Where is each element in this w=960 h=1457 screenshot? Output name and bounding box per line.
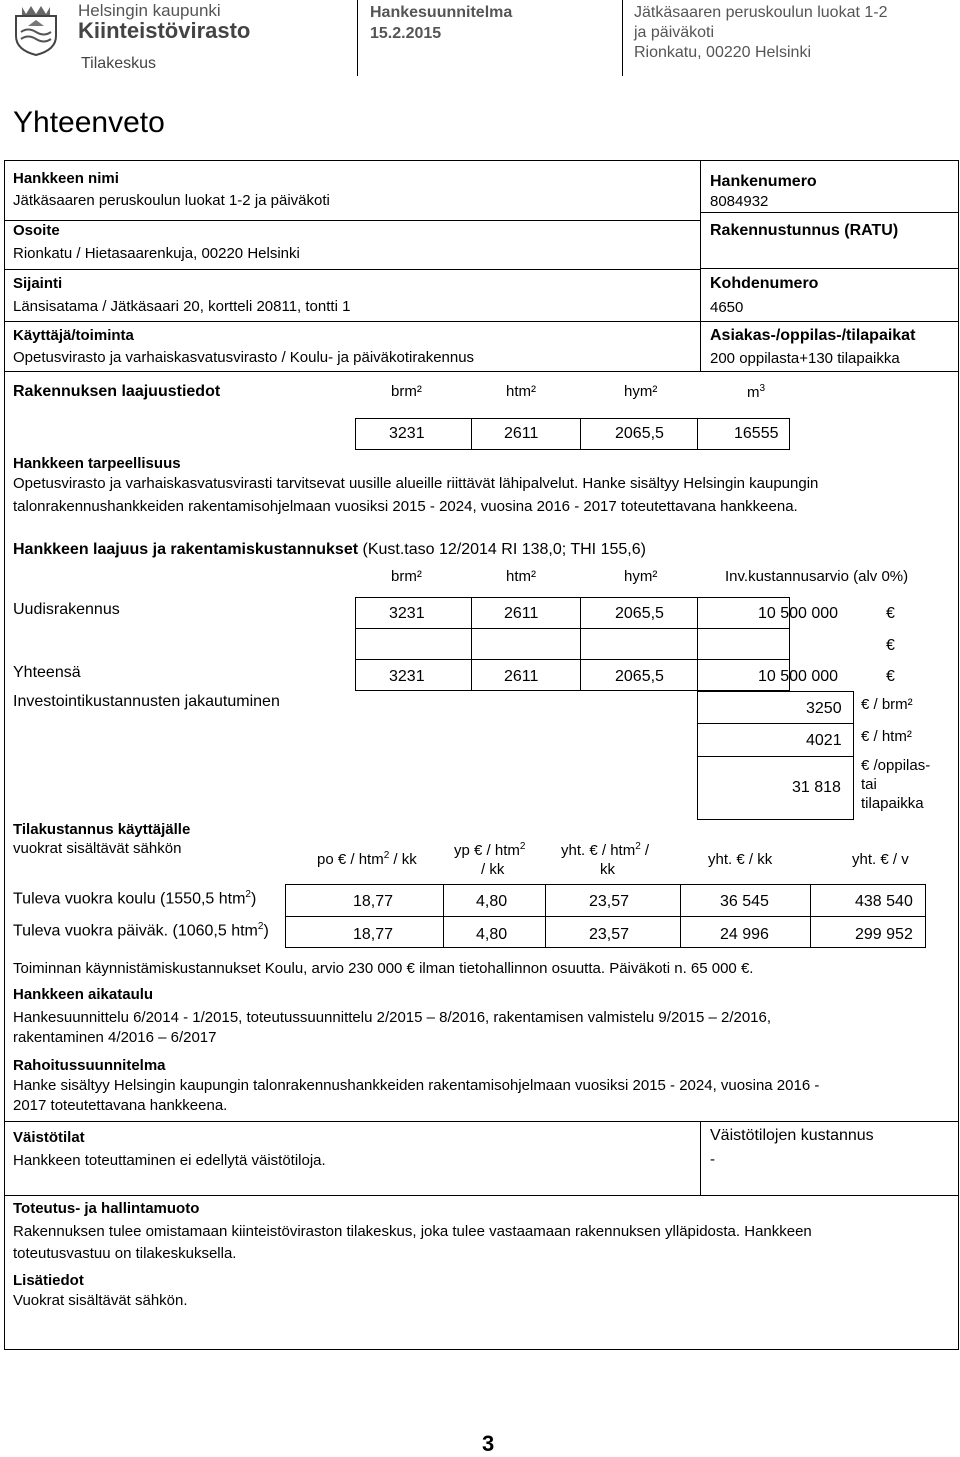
funding-label: Rahoitussuunnitelma xyxy=(13,1057,166,1074)
size-value-brm: 3231 xyxy=(389,425,425,442)
size-value-htm: 2611 xyxy=(504,425,539,442)
project-line3: Rionkatu, 00220 Helsinki xyxy=(634,44,811,61)
rent-row-daycare-end: ) xyxy=(263,922,269,940)
costs-row-rule-2 xyxy=(355,659,790,660)
funding-line1: Hanke sisältyy Helsingin kaupungin talonrakennushankkeiden rakentamisohjelmaan vuosiksi 2015 - 2024, vuosina 2016 - xyxy=(13,1077,820,1094)
costs-label: Hankkeen laajuus ja rakentamiskustannukset xyxy=(13,541,359,558)
dist-unit-place-1: € /oppilas- xyxy=(861,757,931,774)
rent-school-yp: 4,80 xyxy=(476,893,508,910)
project-number-label: Hankenumero xyxy=(710,173,817,190)
doc-date: 15.2.2015 xyxy=(370,25,442,42)
places-value: 200 oppilasta+130 tilapaikka xyxy=(710,350,900,367)
new-building-label: Uudisrakennus xyxy=(13,601,120,618)
costs-col-divider-3 xyxy=(697,597,698,691)
costs-col-inv: Inv.kustannusarvio (alv 0%) xyxy=(725,568,909,585)
doc-type: Hankesuunnitelma xyxy=(370,4,513,21)
info-rule-2 xyxy=(4,269,701,270)
total-brm: 3231 xyxy=(389,668,425,685)
size-unit-hym: hym² xyxy=(624,383,658,400)
temp-cost-label: Väistötilojen kustannus xyxy=(710,1127,874,1144)
rent-header-po xyxy=(317,850,417,868)
rent-header-year: yht. € / v xyxy=(852,851,909,868)
distribution-rule-2 xyxy=(697,756,854,757)
rent-header-yht-1 xyxy=(561,841,649,859)
rent-header-yp-1 xyxy=(454,841,525,859)
rent-label: Tilakustannus käyttäjälle xyxy=(13,821,191,838)
info-right-rule-1 xyxy=(700,212,959,213)
new-hym: 2065,5 xyxy=(615,605,664,622)
project-line1: Jätkäsaaren peruskoulun luokat 1-2 xyxy=(634,4,888,21)
places-label: Asiakas-/oppilas-/tilapaikat xyxy=(710,327,916,344)
need-line1: Opetusvirasto ja varhaiskasvatusvirasti tarvitsevat uusille alueille riittävät lähipalvelut. Hanke sisältyy Helsingin kaupungin xyxy=(13,475,819,492)
dist-unit-place-2: tai xyxy=(861,776,877,793)
rent-header-yht-suffix: / xyxy=(640,842,650,859)
rent-row-school-sup: 2 xyxy=(245,889,251,900)
costs-col-htm: htm² xyxy=(506,568,536,585)
rent-school-yht: 23,57 xyxy=(589,893,630,910)
rent-header-month: yht. € / kk xyxy=(708,851,773,868)
size-value-m3: 16555 xyxy=(734,425,779,442)
costs-row-rule-1 xyxy=(355,628,790,629)
info-rule-4 xyxy=(4,371,959,372)
rent-daycare-po: 18,77 xyxy=(353,926,394,943)
size-cell-divider-2 xyxy=(580,418,581,450)
new-htm: 2611 xyxy=(504,605,539,622)
rent-header-yp-text: yp € / htm xyxy=(454,842,520,859)
schedule-line1: Hankesuunnittelu 6/2014 - 1/2015, toteutussuunnittelu 2/2015 – 8/2016, rakentamisen valmistelu 9/2015 – 2/2016, xyxy=(13,1009,772,1026)
rent-daycare-yp: 4,80 xyxy=(476,926,508,943)
info-right-rule-2 xyxy=(700,268,959,269)
logo-line1: Helsingin kaupunki xyxy=(78,1,221,20)
implementation-line1: Rakennuksen tulee omistamaan kiinteistöviraston tilakeskus, joka tulee vastaamaan rakennuksen ylläpidosta. Hankkeen xyxy=(13,1223,812,1240)
total-inv: 10 500 000 xyxy=(758,668,839,685)
rent-col-divider-3 xyxy=(680,884,681,948)
rent-header-yht-text: yht. € / htm xyxy=(561,842,636,859)
need-label: Hankkeen tarpeellisuus xyxy=(13,455,181,472)
location-label: Sijainti xyxy=(13,275,63,292)
rent-daycare-month: 24 996 xyxy=(720,926,769,943)
size-label: Rakennuksen laajuustiedot xyxy=(13,383,221,400)
rent-school-year: 438 540 xyxy=(855,893,913,910)
target-number-value: 4650 xyxy=(710,299,744,316)
size-unit-brm: brm² xyxy=(391,383,422,400)
header-divider-2 xyxy=(622,0,623,76)
empty-row-euro: € xyxy=(886,637,895,654)
rent-row-school-end: ) xyxy=(250,890,257,908)
schedule-label: Hankkeen aikataulu xyxy=(13,986,154,1003)
logo-line3: Tilakeskus xyxy=(81,55,156,72)
size-cell-divider-1 xyxy=(471,418,472,450)
size-unit-htm: htm² xyxy=(506,383,536,400)
extra-value: Vuokrat sisältävät sähkön. xyxy=(13,1292,188,1309)
rent-row-daycare-label xyxy=(13,921,269,940)
new-euro: € xyxy=(886,605,895,622)
temp-cost-value: - xyxy=(710,1151,715,1168)
total-euro: € xyxy=(886,668,895,685)
dist-unit-brm: € / brm² xyxy=(861,696,913,713)
size-cell-divider-3 xyxy=(697,418,698,450)
rent-col-divider-2 xyxy=(545,884,546,948)
costs-col-hym: hym² xyxy=(624,568,658,585)
size-unit-m: m xyxy=(747,384,760,401)
extra-label: Lisätiedot xyxy=(13,1272,84,1289)
rent-header-yht-2: kk xyxy=(600,861,615,878)
page-title: Yhteenveto xyxy=(13,106,165,139)
costs-heading xyxy=(13,541,646,559)
project-number-value: 8084932 xyxy=(710,193,769,210)
costs-col-divider-1 xyxy=(471,597,472,691)
dist-value-place: 31 818 xyxy=(792,779,841,796)
rent-row-school-label xyxy=(13,889,256,908)
temp-label: Väistötilat xyxy=(13,1129,85,1146)
distribution-label: Investointikustannusten jakautuminen xyxy=(13,693,280,710)
startup-costs: Toiminnan käynnistämiskustannukset Koulu, arvio 230 000 € ilman tietohallinnon osuutta. Päiväkoti n. 65 000 €. xyxy=(13,960,754,977)
rent-header-yp-sup: 2 xyxy=(519,841,526,852)
size-unit-m-sup: 3 xyxy=(759,383,766,394)
total-label: Yhteensä xyxy=(13,664,81,681)
implementation-line2: toteutusvastuu on tilakeskuksella. xyxy=(13,1245,237,1262)
rent-header-yht-sup: 2 xyxy=(635,841,641,852)
rent-col-divider-4 xyxy=(810,884,811,948)
target-number-label: Kohdenumero xyxy=(710,275,819,292)
ratu-label: Rakennustunnus (RATU) xyxy=(710,222,899,239)
size-value-hym: 2065,5 xyxy=(615,425,664,442)
info-rule-3 xyxy=(4,321,701,322)
header-divider-1 xyxy=(357,0,358,76)
rent-school-month: 36 545 xyxy=(720,893,769,910)
new-brm: 3231 xyxy=(389,605,425,622)
total-hym: 2065,5 xyxy=(615,668,664,685)
info-right-rule-3 xyxy=(700,321,959,322)
rent-row-rule xyxy=(285,916,926,917)
dist-unit-htm: € / htm² xyxy=(861,728,912,745)
rent-row-daycare-text: Tuleva vuokra päiväk. (1060,5 htm xyxy=(13,922,258,940)
rent-school-po: 18,77 xyxy=(353,893,394,910)
funding-line2: 2017 toteutettavana hankkeena. xyxy=(13,1097,228,1114)
costs-col-divider-2 xyxy=(580,597,581,691)
temp-rule-bottom xyxy=(4,1195,959,1196)
address-value: Rionkatu / Hietasaarenkuja, 00220 Helsinki xyxy=(13,245,300,262)
address-label: Osoite xyxy=(13,222,60,239)
logo-line2: Kiinteistövirasto xyxy=(78,18,251,43)
rent-daycare-yht: 23,57 xyxy=(589,926,630,943)
costs-label-suffix: (Kust.taso 12/2014 RI 138,0; THI 155,6) xyxy=(362,541,646,558)
project-name-value: Jätkäsaaren peruskoulun luokat 1-2 ja päiväkoti xyxy=(13,192,330,209)
need-line2: talonrakennushankkeiden rakentamisohjelmaan vuosiksi 2015 - 2024, vuosina 2016 - 2017 toteutettavana hankkeena. xyxy=(13,498,798,515)
user-value: Opetusvirasto ja varhaiskasvatusvirasto / Koulu- ja päiväkotirakennus xyxy=(13,349,475,366)
rent-header-po-suffix: / kk xyxy=(389,851,417,868)
project-name-label: Hankkeen nimi xyxy=(13,170,119,187)
rent-daycare-year: 299 952 xyxy=(855,926,913,943)
size-unit-m3 xyxy=(747,383,765,401)
rent-sublabel: vuokrat sisältävät sähkön xyxy=(13,840,182,857)
implementation-label: Toteutus- ja hallintamuoto xyxy=(13,1200,200,1217)
rent-header-po-text: po € / htm xyxy=(317,851,384,868)
temp-value: Hankkeen toteuttaminen ei edellytä väistötiloja. xyxy=(13,1152,326,1169)
info-column-divider xyxy=(700,160,701,371)
dist-value-htm: 4021 xyxy=(806,732,842,749)
dist-value-brm: 3250 xyxy=(806,700,842,717)
user-label: Käyttäjä/toiminta xyxy=(13,327,134,344)
schedule-line2: rakentaminen 4/2016 – 6/2017 xyxy=(13,1029,217,1046)
temp-rule-top xyxy=(4,1121,959,1122)
project-line2: ja päiväkoti xyxy=(634,24,715,41)
temp-column-divider xyxy=(700,1121,701,1195)
dist-unit-place-3: tilapaikka xyxy=(861,795,924,812)
page-number: 3 xyxy=(482,1431,495,1456)
info-rule-1 xyxy=(4,220,701,221)
total-htm: 2611 xyxy=(504,668,539,685)
rent-header-po-sup: 2 xyxy=(383,850,390,861)
city-crest-logo xyxy=(12,2,60,56)
rent-header-yp-2: / kk xyxy=(481,861,505,878)
rent-col-divider-1 xyxy=(443,884,444,948)
distribution-rule-1 xyxy=(697,723,854,724)
location-value: Länsisatama / Jätkäsaari 20, kortteli 20811, tontti 1 xyxy=(13,298,351,315)
rent-row-daycare-sup: 2 xyxy=(257,921,264,932)
rent-row-school-text: Tuleva vuokra koulu (1550,5 htm xyxy=(13,890,246,908)
costs-col-brm: brm² xyxy=(391,568,422,585)
new-inv: 10 500 000 xyxy=(758,605,839,622)
